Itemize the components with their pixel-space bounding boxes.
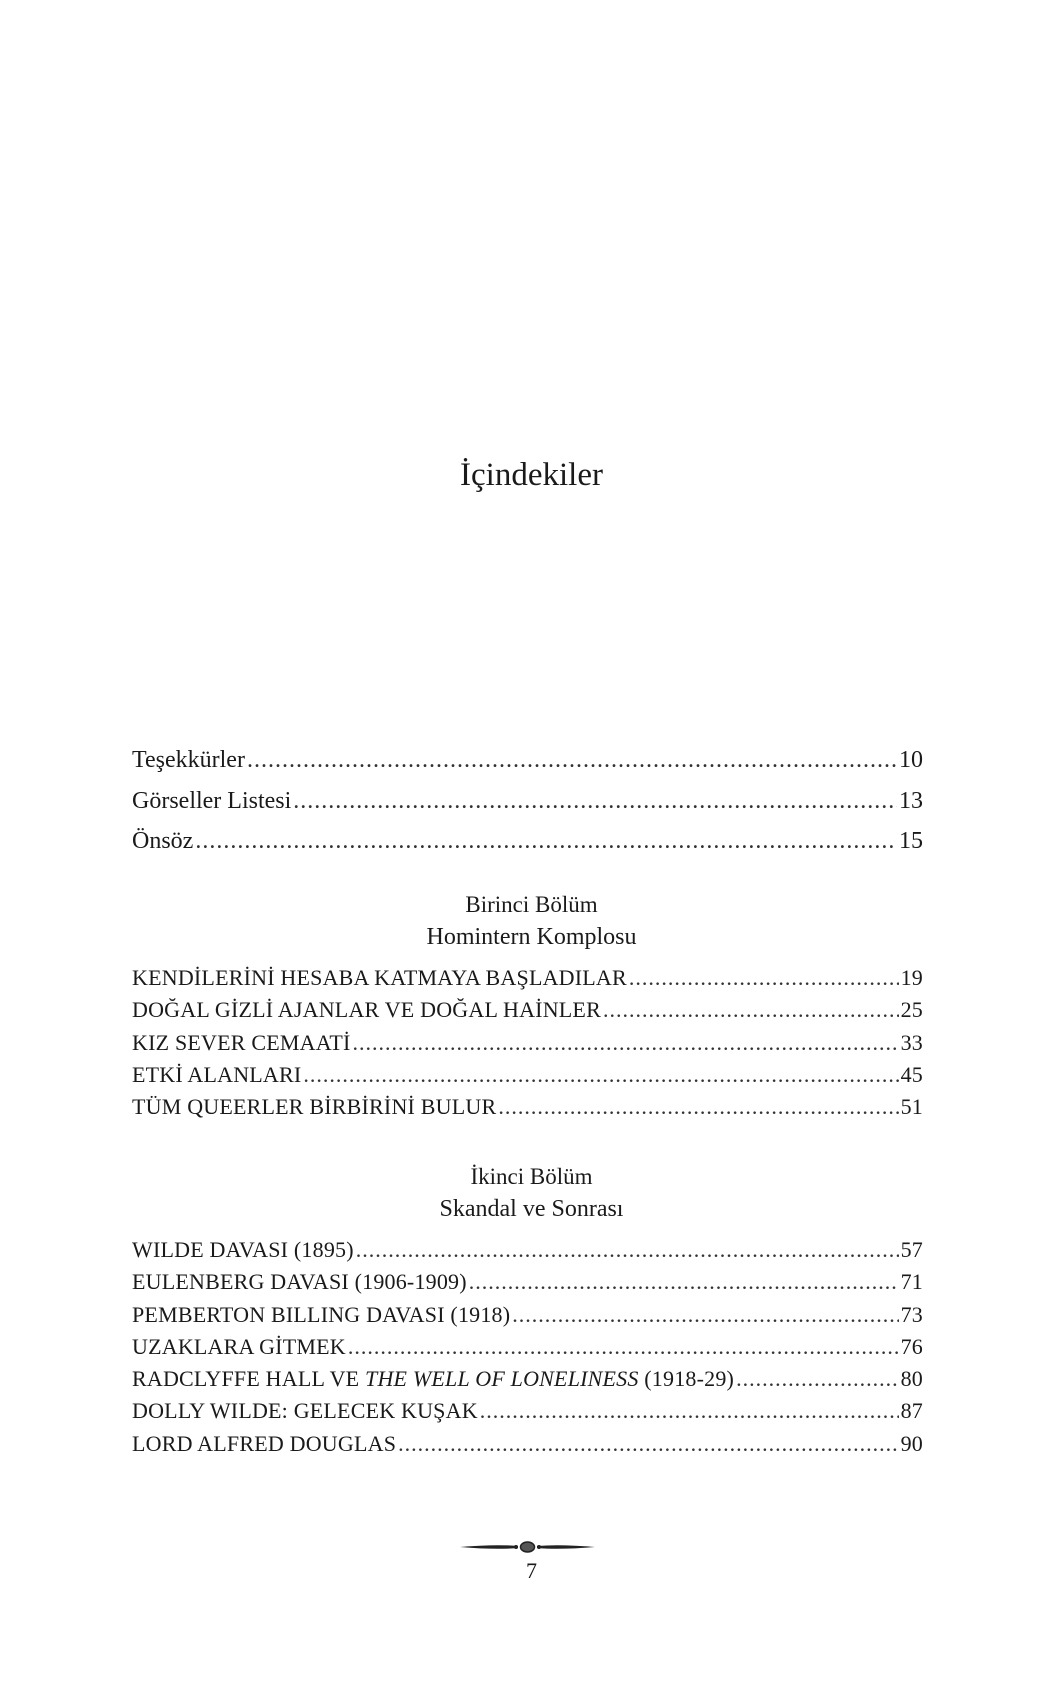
toc-entry-page: 57: [900, 1237, 923, 1262]
toc-entry-label: Teşekkürler: [132, 747, 245, 773]
toc-entry-label: EULENBERG DAVASI (1906-1909): [132, 1269, 467, 1295]
toc-entry[interactable]: [132, 1027, 923, 1059]
toc-entry-page: 80: [900, 1366, 923, 1392]
toc-entry-page: 71: [900, 1269, 923, 1295]
toc-entry-label: Önsöz: [132, 828, 194, 854]
toc-entry-page: 33: [900, 1029, 923, 1055]
toc-entry[interactable]: [132, 1395, 923, 1427]
toc-entry-label: TÜM QUEERLER BİRBİRİNİ BULUR: [132, 1094, 497, 1120]
part2-list: [132, 1234, 923, 1460]
toc-entry-label: DOĞAL GİZLİ AJANLAR VE DOĞAL HAİNLER: [132, 997, 601, 1023]
toc-entry-page: 13: [899, 787, 923, 814]
divider-ornament-icon: [460, 1540, 595, 1554]
part2-name: Skandal ve Sonrası: [439, 1196, 624, 1222]
leader-dots: [356, 1234, 899, 1266]
leader-dots: [469, 1266, 899, 1298]
toc-entry-label: LORD ALFRED DOUGLAS: [132, 1430, 397, 1456]
leader-dots: [512, 1299, 898, 1331]
toc-entry-page: 45: [900, 1061, 923, 1087]
leader-dots: [353, 1027, 899, 1059]
part1-number: Birinci Bölüm: [465, 892, 598, 917]
toc-entry-label: Görseller Listesi: [132, 787, 292, 814]
leader-dots: [293, 781, 897, 822]
leader-dots: [480, 1395, 899, 1427]
front-matter-list: [132, 740, 923, 862]
toc-entry[interactable]: [132, 1331, 923, 1363]
toc-entry-page: 10: [899, 747, 923, 773]
page-title: İçindekiler: [460, 457, 603, 493]
toc-entry-label: PEMBERTON BILLING DAVASI (1918): [132, 1301, 511, 1327]
toc-entry[interactable]: [132, 1234, 923, 1266]
leader-dots: [603, 994, 899, 1026]
leader-dots: [736, 1363, 899, 1395]
toc-entry[interactable]: [132, 1059, 923, 1091]
toc-entry-page: 90: [900, 1430, 923, 1456]
toc-entry-label: KIZ SEVER CEMAATİ: [132, 1029, 351, 1055]
toc-entry[interactable]: [132, 1091, 923, 1123]
toc-entry-label: UZAKLARA GİTMEK: [132, 1333, 346, 1359]
toc-entry-label: KENDİLERİNİ HESABA KATMAYA BAŞLADILAR: [132, 965, 627, 990]
part1-heading: [0, 888, 1063, 954]
toc-entry-page: 76: [900, 1333, 923, 1359]
leader-dots: [247, 740, 897, 781]
toc-entry-label: [132, 1363, 734, 1395]
toc-entry-label-suffix: (1918-29): [638, 1366, 735, 1392]
leader-dots: [629, 962, 899, 994]
toc-entry[interactable]: [132, 994, 923, 1026]
toc-entry[interactable]: [132, 781, 923, 822]
toc-entry[interactable]: [132, 1428, 923, 1460]
leader-dots: [303, 1059, 898, 1091]
toc-entry-label-prefix: RADCLYFFE HALL VE: [132, 1366, 366, 1392]
part2-number: İkinci Bölüm: [470, 1164, 593, 1189]
book-title: THE WELL OF LONELINESS: [365, 1366, 639, 1392]
leader-dots: [195, 821, 897, 862]
part1-list: [132, 962, 923, 1123]
part2-heading: [0, 1160, 1063, 1226]
leader-dots: [398, 1428, 898, 1460]
toc-entry[interactable]: [132, 821, 923, 862]
leader-dots: [348, 1331, 899, 1363]
toc-entry-page: 19: [900, 965, 923, 990]
toc-entry-label: ETKİ ALANLARI: [132, 1061, 302, 1087]
toc-entry[interactable]: [132, 1299, 923, 1331]
toc-entry-page: 73: [900, 1301, 923, 1327]
toc-entry-page: 15: [899, 828, 923, 854]
toc-entry-page: 87: [900, 1398, 923, 1424]
toc-entry-page: 25: [900, 997, 923, 1023]
toc-entry-label: WILDE DAVASI (1895): [132, 1237, 354, 1262]
toc-entry-label: DOLLY WILDE: GELECEK KUŞAK: [132, 1398, 478, 1424]
page-number: 7: [526, 1558, 537, 1583]
part1-name: Homintern Komplosu: [426, 924, 637, 950]
toc-entry[interactable]: [132, 740, 923, 781]
toc-entry[interactable]: [132, 962, 923, 994]
toc-entry[interactable]: [132, 1266, 923, 1298]
leader-dots: [498, 1091, 898, 1123]
toc-entry-page: 51: [900, 1094, 923, 1120]
toc-entry[interactable]: [132, 1363, 923, 1395]
